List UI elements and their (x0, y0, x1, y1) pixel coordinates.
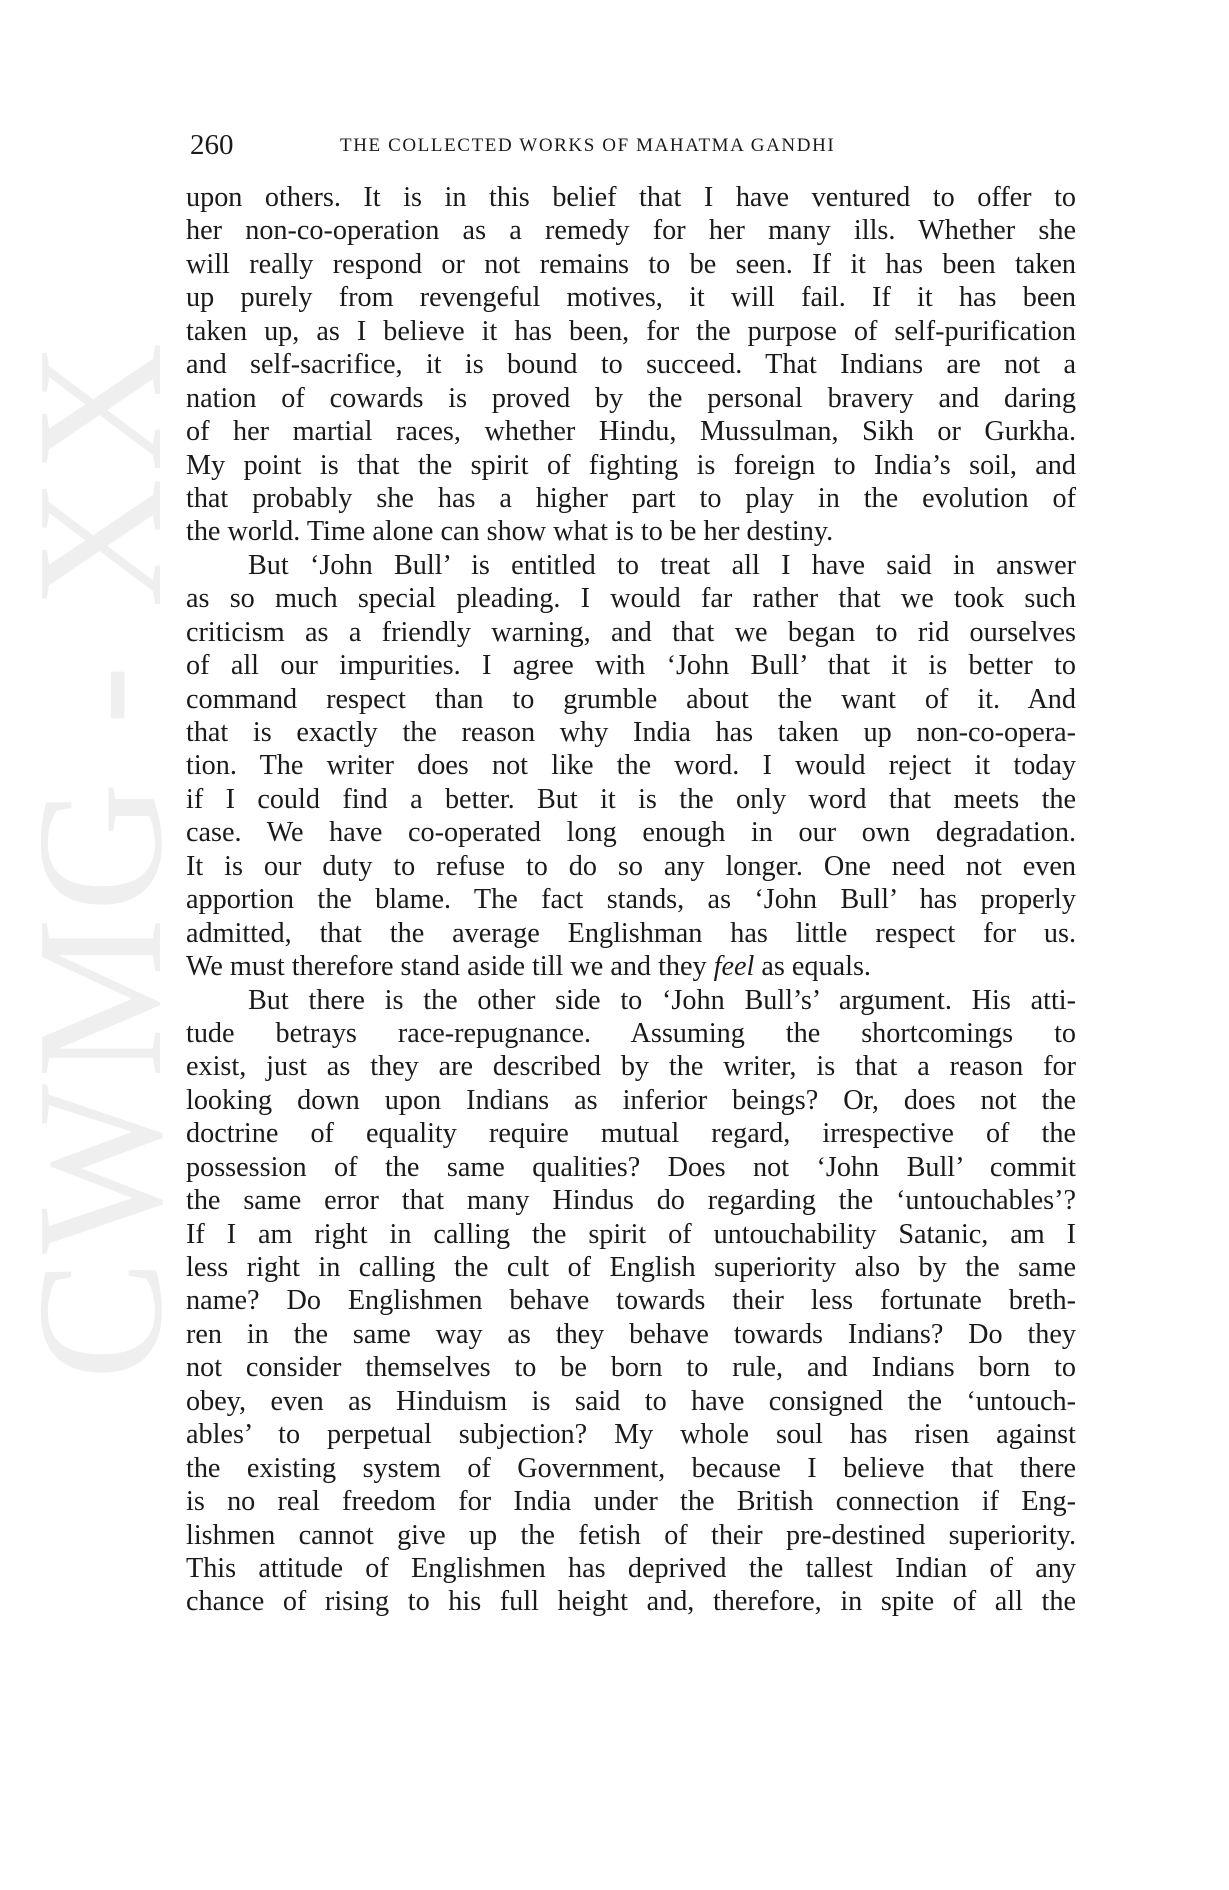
text-line: apportion the blame. The fact stands, as ‘John Bull’ has properly (186, 884, 1076, 916)
text-line: of her martial races, whether Hindu, Mussulman, Sikh or Gurkha. (186, 416, 1076, 448)
emphasis-feel: feel (713, 951, 755, 983)
text-line: name? Do Englishmen behave towards their less fortunate breth- (186, 1285, 1076, 1317)
text-line: ren in the same way as they behave towards Indians? Do they (186, 1318, 1076, 1350)
text-line: If I am right in calling the spirit of untouchability Satanic, am I (186, 1218, 1076, 1250)
text-line-with-emphasis (186, 950, 1076, 983)
text-line: doctrine of equality require mutual regard, irrespective of the (186, 1118, 1076, 1150)
text-line: the existing system of Government, because I believe that there (186, 1452, 1076, 1484)
text-line: exist, just as they are described by the writer, is that a reason for (186, 1051, 1076, 1083)
text-line: But ‘John Bull’ is entitled to treat all I have said in answer (248, 549, 1076, 581)
text-line: My point is that the spirit of fighting is foreign to India’s soil, and (186, 449, 1076, 481)
text-line: that is exactly the reason why India has taken up non-co-opera- (186, 717, 1076, 748)
text-line: less right in calling the cult of English superiority also by the same (186, 1252, 1076, 1283)
text-line: upon others. It is in this belief that I have ventured to offer to (186, 182, 1076, 213)
text-line: her non-co-operation as a remedy for her many ills. Whether she (186, 215, 1076, 247)
text-line: admitted, that the average Englishman has little respect for us. (186, 917, 1076, 949)
text-line: not consider themselves to be born to rule, and Indians born to (186, 1352, 1076, 1384)
text-line: will really respond or not remains to be seen. If it has been taken (186, 248, 1076, 280)
text-line: It is our duty to refuse to do so any longer. One need not even (186, 850, 1076, 882)
text-line: tude betrays race-repugnance. Assuming the shortcomings to (186, 1017, 1076, 1049)
text-line: the world. Time alone can show what is to be her destiny. (186, 516, 834, 548)
text-line: lishmen cannot give up the fetish of their pre-destined superiority. (186, 1519, 1076, 1551)
text-line: command respect than to grumble about the want of it. And (186, 683, 1076, 715)
page-header (190, 125, 1080, 165)
watermark-text: CWMG - XX (0, 336, 199, 1380)
text-segment: as equals. (761, 951, 871, 983)
text-line: the same error that many Hindus do regarding the ‘untouchables’? (186, 1185, 1076, 1217)
text-line: taken up, as I believe it has been, for the purpose of self-purification (186, 315, 1076, 347)
text-line: tion. The writer does not like the word. I would reject it today (186, 750, 1076, 782)
text-line: if I could find a better. But it is the only word that meets the (186, 783, 1076, 815)
text-line: and self-sacrifice, it is bound to succeed. That Indians are not a (186, 349, 1076, 381)
text-line: case. We have co-operated long enough in our own degradation. (186, 817, 1076, 849)
text-line: But there is the other side to ‘John Bull’s’ argument. His atti- (248, 984, 1076, 1016)
text-segment: We must therefore stand aside till we and they (186, 951, 707, 983)
text-line: that probably she has a higher part to play in the evolution of (186, 482, 1076, 514)
running-title: THE COLLECTED WORKS OF MAHATMA GANDHI (340, 135, 836, 156)
text-line: looking down upon Indians as inferior beings? Or, does not the (186, 1084, 1076, 1116)
text-line: criticism as a friendly warning, and that we began to rid ourselves (186, 616, 1076, 648)
text-line: nation of cowards is proved by the personal bravery and daring (186, 382, 1076, 414)
text-line: chance of rising to his full height and, therefore, in spite of all the (186, 1586, 1076, 1618)
text-line: as so much special pleading. I would far rather that we took such (186, 583, 1076, 615)
text-line: This attitude of Englishmen has deprived the tallest Indian of any (186, 1552, 1076, 1584)
text-line: of all our impurities. I agree with ‘John Bull’ that it is better to (186, 650, 1076, 682)
text-line: ables’ to perpetual subjection? My whole soul has risen against (186, 1419, 1076, 1451)
body-text (186, 181, 1076, 1619)
text-line: is no real freedom for India under the British connection if Eng- (186, 1486, 1076, 1518)
text-line: up purely from revengeful motives, it will fail. If it has been (186, 282, 1076, 314)
text-line: obey, even as Hinduism is said to have consigned the ‘untouch- (186, 1385, 1076, 1417)
text-line: possession of the same qualities? Does not ‘John Bull’ commit (186, 1151, 1076, 1183)
page-number: 260 (190, 129, 234, 161)
